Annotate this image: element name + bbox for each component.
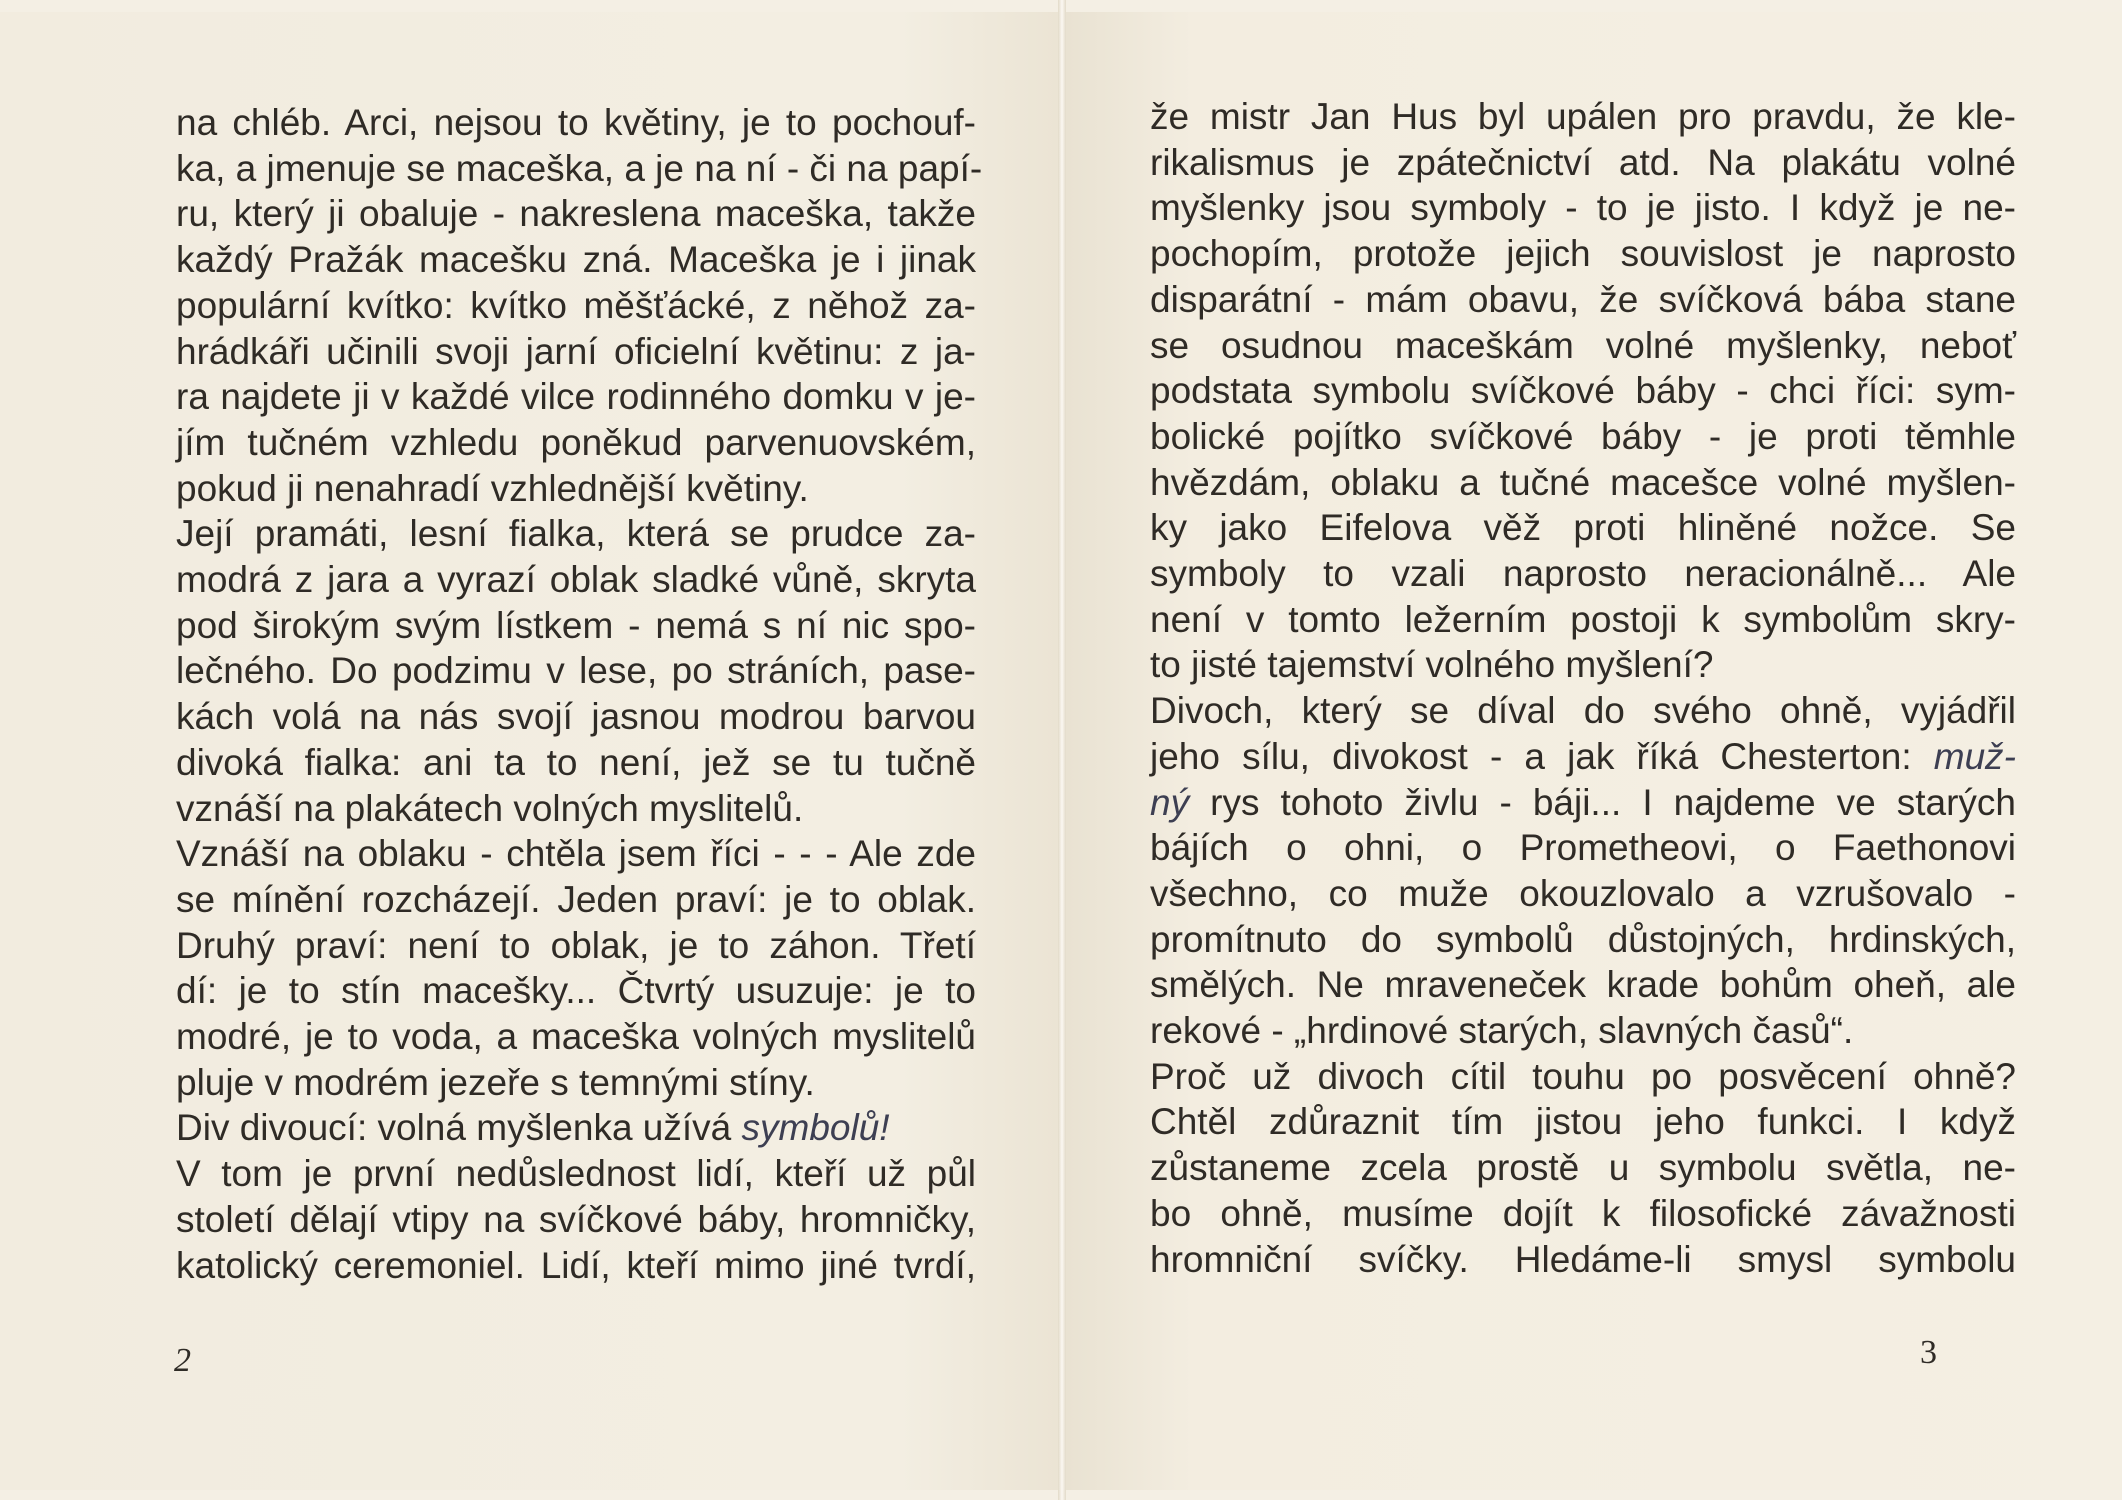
text-line: ru, který ji obaluje - nakreslena maceška, takže xyxy=(176,193,976,235)
text-line: rikalismus je zpátečnictví atd. Na plakátu volné xyxy=(1150,141,2016,183)
text-line: symboly to vzali naprosto neracionálně... Ale xyxy=(1150,553,2016,595)
text-line: kách volá na nás svojí jasnou modrou barvou xyxy=(176,696,976,738)
book-gutter xyxy=(1058,0,1066,1500)
text-line: dí: je to stín macešky... Čtvrtý usuzuje: je to xyxy=(176,970,976,1012)
text-line: populární kvítko: kvítko měšťácké, z něhož za- xyxy=(176,284,976,326)
text-line: pod širokým svým lístkem - nemá s ní nic spo- xyxy=(176,604,976,646)
text-line: Její pramáti, lesní fialka, která se prudce za- xyxy=(176,513,976,555)
text-line: že mistr Jan Hus byl upálen pro pravdu, že kle- xyxy=(1150,96,2016,137)
text-line: hvězdám, oblaku a tučné macešce volné myšlen- xyxy=(1150,461,2016,503)
text-line: se osudnou maceškám volné myšlenky, neboť xyxy=(1150,324,2016,366)
italic-text: symbolů! xyxy=(741,1107,890,1149)
text-line: Divoch, který se díval do svého ohně, vyjádřil xyxy=(1150,690,2016,732)
text-line: Vznáší na oblaku - chtěla jsem říci - - - Ale zde xyxy=(176,833,976,875)
text-line: zůstaneme zcela prostě u symbolu světla, ne- xyxy=(1150,1147,2016,1189)
text-line: lečného. Do podzimu v lese, po stráních, pase- xyxy=(176,650,976,692)
italic-text: muž- xyxy=(1933,735,2016,777)
text-line: hrádkáři učinili svoji jarní oficielní květinu: z ja- xyxy=(176,330,976,372)
text-line: hromniční svíčky. Hledáme-li smysl symbolu xyxy=(1150,1238,2016,1280)
text-line: ky jako Eifelova věž proti hliněné nožce. Se xyxy=(1150,507,2016,549)
italic-text: ný xyxy=(1150,781,1190,823)
right-page xyxy=(1066,12,2122,1490)
text-line: V tom je první nedůslednost lidí, kteří už půl xyxy=(176,1153,976,1195)
text-line: všechno, co muže okouzlovalo a vzrušovalo - xyxy=(1150,872,2016,914)
left-page-text xyxy=(176,100,983,1288)
text-line: pluje v modrém jezeře s temnými stíny. xyxy=(176,1061,815,1103)
text-line xyxy=(1150,780,2016,826)
right-page-text xyxy=(1150,94,2016,1282)
text-line: to jisté tajemství volného myšlení? xyxy=(1150,644,1714,686)
text-line: jím tučném vzhledu poněkud parvenuovském, xyxy=(176,421,976,463)
page-number: 3 xyxy=(1920,1334,1937,1371)
text-line: na chléb. Arci, nejsou to květiny, je to pochouf- xyxy=(176,102,976,143)
text-line: století dělají vtipy na svíčkové báby, hromničky, xyxy=(176,1198,976,1240)
text-line: není v tomto ležerním postoji k symbolům skry- xyxy=(1150,598,2016,640)
text-run: jeho sílu, divokost - a jak říká Chesterton: xyxy=(1150,735,1934,777)
text-line: divoká fialka: ani ta to není, jež se tu tučně xyxy=(176,741,976,783)
text-line: smělých. Ne mraveneček krade bohům oheň, ale xyxy=(1150,964,2016,1006)
left-page xyxy=(0,12,1058,1490)
text-line: pochopím, protože jejich souvislost je naprosto xyxy=(1150,233,2016,275)
text-line: podstata symbolu svíčkové báby - chci říci: sym- xyxy=(1150,370,2016,412)
text-line: se mínění rozcházejí. Jeden praví: je to oblak. xyxy=(176,878,976,920)
text-line: vznáší na plakátech volných myslitelů. xyxy=(176,787,804,829)
text-line xyxy=(1150,734,2016,780)
text-line: Proč už divoch cítil touhu po posvěcení ohně? xyxy=(1150,1055,2016,1097)
text-line: rekové - „hrdinové starých, slavných časů“. xyxy=(1150,1010,1854,1052)
text-line: myšlenky jsou symboly - to je jisto. I když je ne- xyxy=(1150,187,2016,229)
text-line: ra najdete ji v každé vilce rodinného domku v je- xyxy=(176,376,976,418)
text-line: Chtěl zdůraznit tím jistou jeho funkci. I když xyxy=(1150,1101,2016,1143)
text-line: katolický ceremoniel. Lidí, kteří mimo jiné tvrdí, xyxy=(176,1244,976,1286)
text-line: modré, je to voda, a maceška volných myslitelů xyxy=(176,1016,976,1058)
text-line: bolické pojítko svíčkové báby - je proti těmhle xyxy=(1150,415,2016,457)
text-line: každý Pražák macešku zná. Maceška je i jinak xyxy=(176,239,976,281)
text-line xyxy=(176,1105,976,1151)
text-line: bo ohně, musíme dojít k filosofické závažnosti xyxy=(1150,1192,2016,1234)
text-line: ka, a jmenuje se maceška, a je na ní - či na papí- xyxy=(176,147,983,189)
text-line: pokud ji nenahradí vzhlednější květiny. xyxy=(176,467,809,509)
text-run: rys tohoto živlu - báji... I najdeme ve starých xyxy=(1189,781,2016,823)
text-line: promítnuto do symbolů důstojných, hrdinských, xyxy=(1150,918,2016,960)
text-run: Div divoucí: volná myšlenka užívá xyxy=(176,1107,742,1149)
text-line: modrá z jara a vyrazí oblak sladké vůně, skryta xyxy=(176,559,976,601)
page-number: 2 xyxy=(174,1342,191,1379)
text-line: disparátní - mám obavu, že svíčková bába stane xyxy=(1150,278,2016,320)
text-line: bájích o ohni, o Prometheovi, o Faethonovi xyxy=(1150,827,2016,869)
text-line: Druhý praví: není to oblak, je to záhon. Třetí xyxy=(176,924,976,966)
